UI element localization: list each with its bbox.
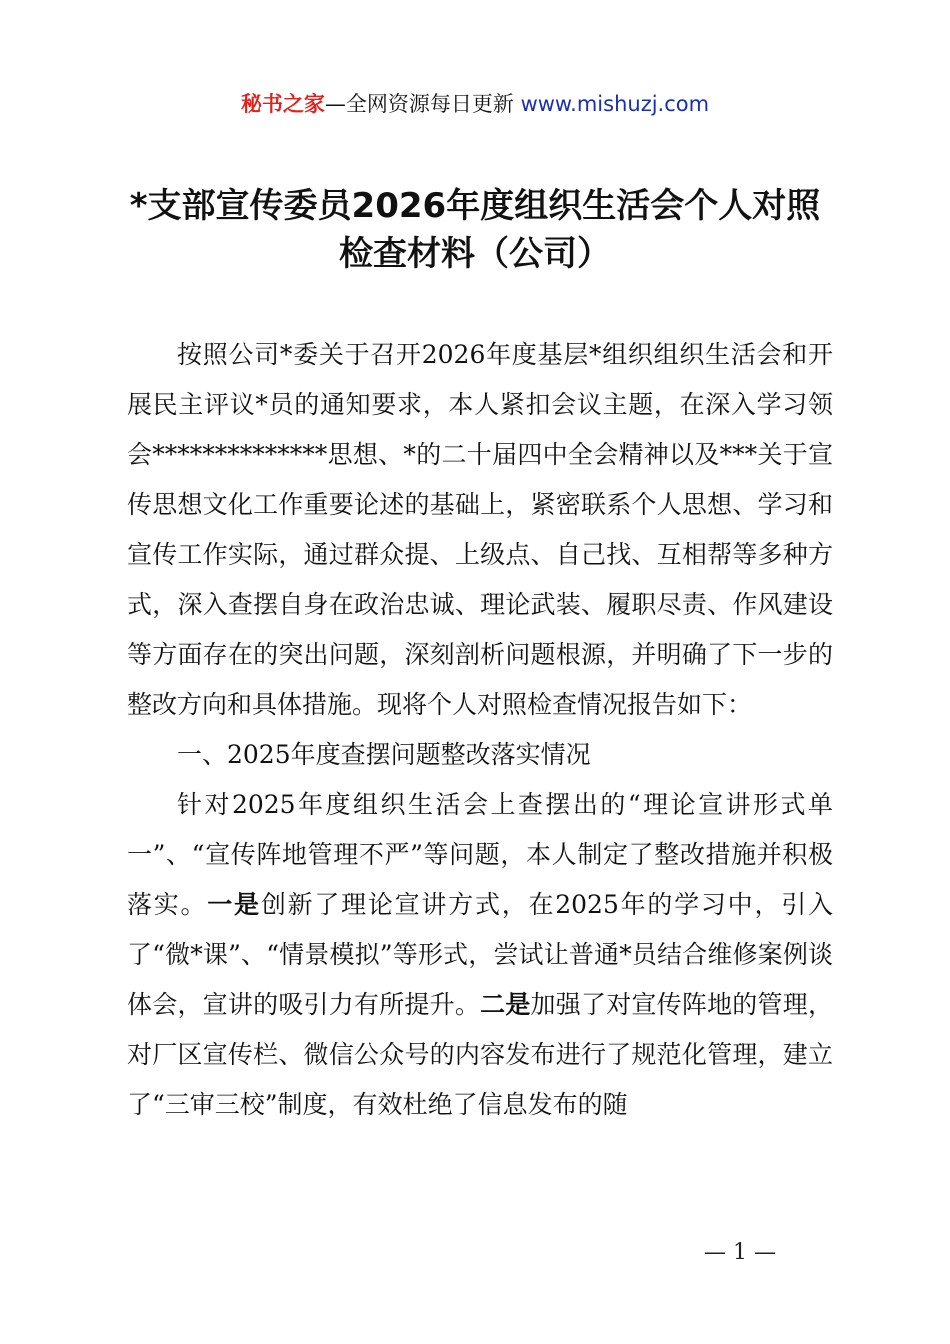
section-1-text-a: 针对2025年度组织生活会上查摆出的“理论宣讲形式单一”、“宣传阵地管理不严”等问题，本人制定了整改措施并积极落实。 — [127, 790, 833, 919]
intro-paragraph: 按照公司*委关于召开2026年度基层*组织组织生活会和开展民主评议*员的通知要求，本人紧扣会议主题，在深入学习领会**************思想、*的二十届四中全会精神以及***关于宣传思想文化工作重要论述的基础上，紧密联系个人思想、学习和宣传工作实际，通过群众提、上级点、自己找、互相帮等多种方式，深入查摆自身在政治忠诚、理论武装、履职尽责、作风建设等方面存在的突出问题，深刻剖析问题根源，并明确了下一步的整改方向和具体措施。现将个人对照检查情况报告如下： — [127, 340, 833, 719]
point-2-label: 二是 — [480, 990, 531, 1019]
document-body — [127, 330, 833, 1130]
header-tagline: 全网资源每日更新 — [345, 92, 514, 116]
brand-name: 秘书之家 — [240, 92, 325, 116]
section-1-heading: 一、2025年度查摆问题整改落实情况 — [177, 740, 591, 769]
page-number: — 1 — — [704, 1240, 776, 1265]
section-1-text-b: 创新了理论宣讲方式，在2025年的学习中，引入了“微*课”、“情景模拟”等形式，尝试让普通*员结合维修案例谈体会，宣讲的吸引力有所提升。 — [127, 890, 833, 1019]
title-line-2: 检查材料（公司） — [339, 234, 611, 274]
title-line-1: *支部宣传委员2026年度组织生活会个人对照 — [129, 186, 821, 226]
header-separator: — — [324, 92, 346, 116]
point-1-label: 一是 — [207, 890, 261, 919]
site-url-link[interactable]: www.mishuzj.com — [520, 92, 710, 116]
site-header — [0, 88, 950, 120]
section-1-paragraph — [127, 780, 833, 1130]
section-1-text-c: 加强了对宣传阵地的管理，对厂区宣传栏、微信公众号的内容发布进行了规范化管理，建立了“三审三校”制度，有效杜绝了信息发布的随 — [127, 990, 833, 1119]
document-title — [100, 182, 850, 278]
